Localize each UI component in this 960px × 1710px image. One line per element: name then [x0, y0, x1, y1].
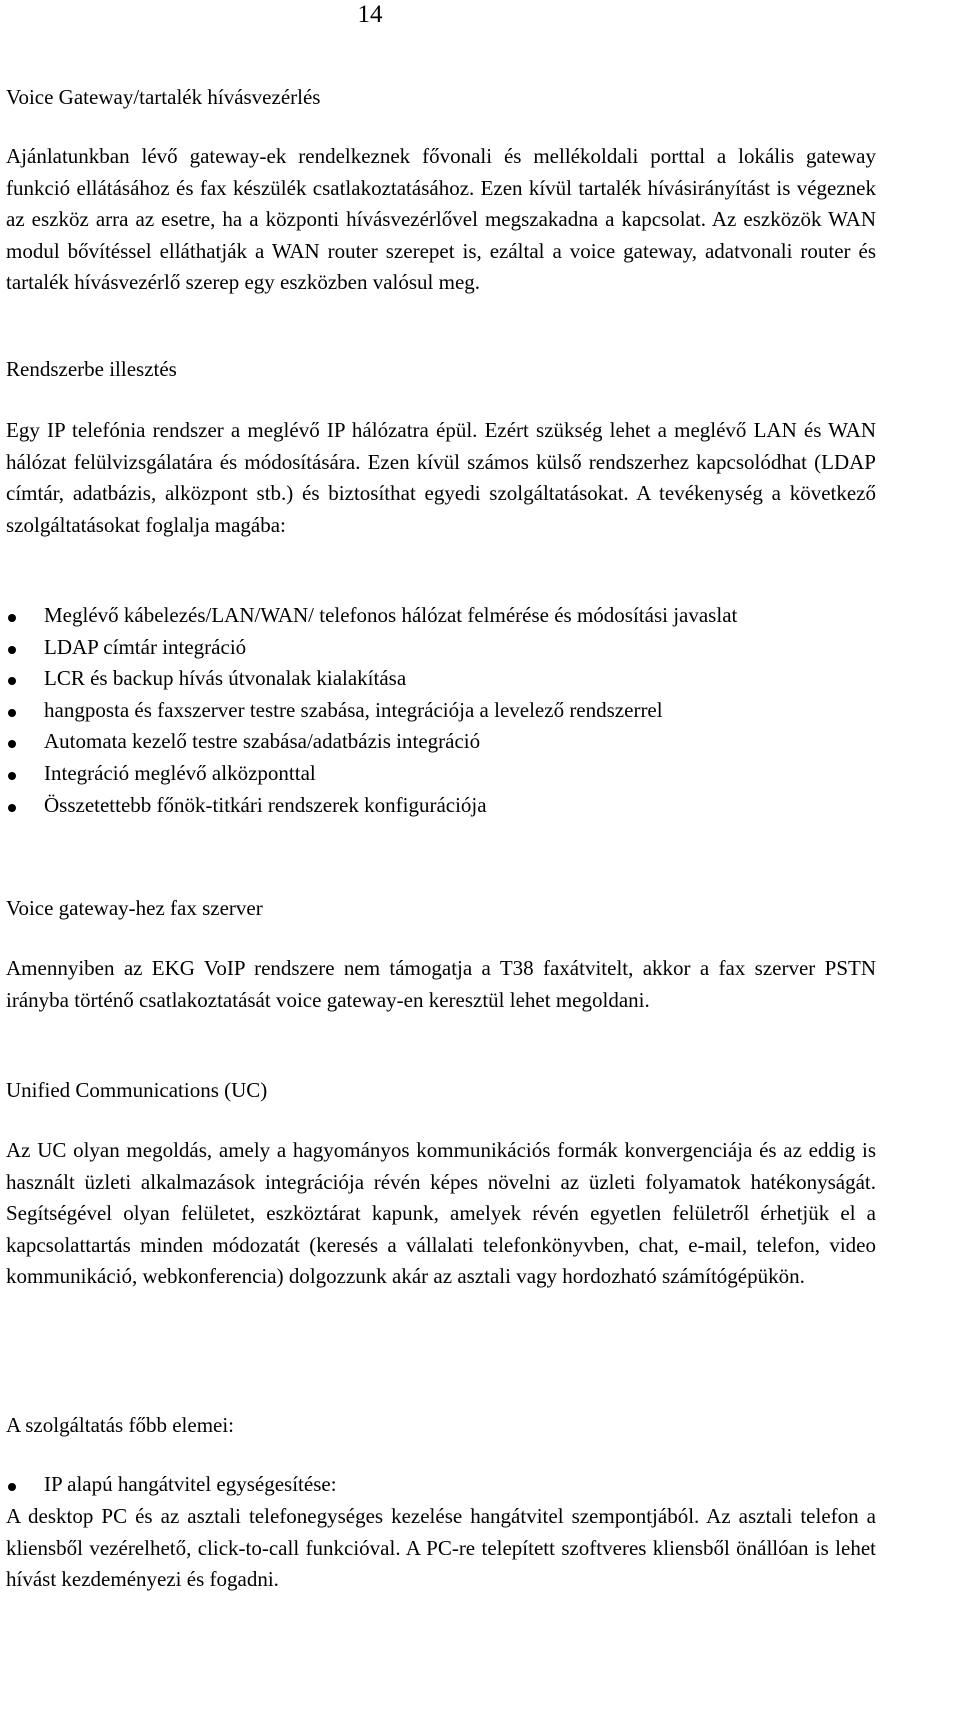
- bullet-icon: [8, 804, 16, 812]
- paragraph-voice-gateway: Ajánlatunkban lévő gateway-ek rendelkeznek fővonali és mellékoldali porttal a lokális gateway funkció ellátásához és fax készülék csatlakoztatásához. Ezen kívül tartalék hívásirányítást is végeznek az eszköz arra az esetre, ha a központi hívásvezérlővel megszakadna a kapcsolat. Az eszközök WAN modul bővítéssel elláthatják a WAN router szerepet is, ezáltal a voice gateway, adatvonali router és tartalék hívásvezérlő szerep egy eszközben valósul meg.: [6, 144, 876, 295]
- bullet-icon: [8, 646, 16, 654]
- paragraph-elements: A desktop PC és az asztali telefonegységes kezelése hangátvitel szempontjából. Az asztali telefon a kliensből vezérelhető, click-to-call funkcióval. A PC-re telepített szoftveres kliensből önállóan is lehet hívást kezdeményezi és fogadni.: [6, 1504, 876, 1592]
- list-item: Integráció meglévő alközponttal: [6, 758, 876, 790]
- bullet-icon: [8, 740, 16, 748]
- list-item: Összetettebb főnök-titkári rendszerek konfigurációja: [6, 790, 876, 822]
- list-item: hangposta és faxszerver testre szabása, integrációja a levelező rendszerrel: [6, 695, 876, 727]
- list-item: Meglévő kábelezés/LAN/WAN/ telefonos hálózat felmérése és módosítási javaslat: [6, 600, 876, 632]
- list-item: Automata kezelő testre szabása/adatbázis integráció: [6, 726, 876, 758]
- list-item: LCR és backup hívás útvonalak kialakítása: [6, 663, 876, 695]
- bullet-icon: [8, 709, 16, 717]
- page-number: 14: [357, 1, 383, 28]
- section-heading-uc: Unified Communications (UC): [6, 1078, 268, 1102]
- section-heading-elements: A szolgáltatás főbb elemei:: [6, 1413, 235, 1437]
- paragraph-fax-server: Amennyiben az EKG VoIP rendszere nem támogatja a T38 faxátvitelt, akkor a fax szerver PSTN irányba történő csatlakoztatását voice gateway-en keresztül lehet megoldani.: [6, 956, 876, 1012]
- section-heading-voice-gateway: Voice Gateway/tartalék hívásvezérlés: [6, 85, 321, 109]
- elements-bullet-list: [6, 1469, 876, 1501]
- paragraph-integration: Egy IP telefónia rendszer a meglévő IP hálózatra épül. Ezért szükség lehet a meglévő LAN és WAN hálózat felülvizsgálatára és módosítására. Ezen kívül számos külső rendszerhez kapcsolódhat (LDAP címtár, adatbázis, alközpont stb.) és biztosíthat egyedi szolgáltatásokat. A tevékenység a következő szolgáltatásokat foglalja magába:: [6, 418, 876, 537]
- bullet-icon: [8, 677, 16, 685]
- bullet-icon: [8, 1483, 16, 1491]
- bullet-icon: [8, 772, 16, 780]
- list-item: IP alapú hangátvitel egységesítése:: [6, 1469, 876, 1501]
- paragraph-uc: Az UC olyan megoldás, amely a hagyományos kommunikációs formák konvergenciája és az eddig is használt üzleti alkalmazások integrációja révén képes növelni az üzleti folyamatok hatékonyságát. Segítségével olyan felületet, eszköztárat kapunk, amelyek révén egyetlen felületről érhetjük el a kapcsolattartás minden módozatát (keresés a vállalati telefonkönyvben, chat, e-mail, telefon, video kommunikáció, webkonferencia) dolgozzunk akár az asztali vagy hordozható számítógépükön.: [6, 1138, 876, 1289]
- list-item: LDAP címtár integráció: [6, 632, 876, 664]
- section-heading-integration: Rendszerbe illesztés: [6, 357, 177, 381]
- section-heading-fax-server: Voice gateway-hez fax szerver: [6, 896, 263, 920]
- bullet-icon: [8, 614, 16, 622]
- integration-bullet-list: [6, 600, 876, 821]
